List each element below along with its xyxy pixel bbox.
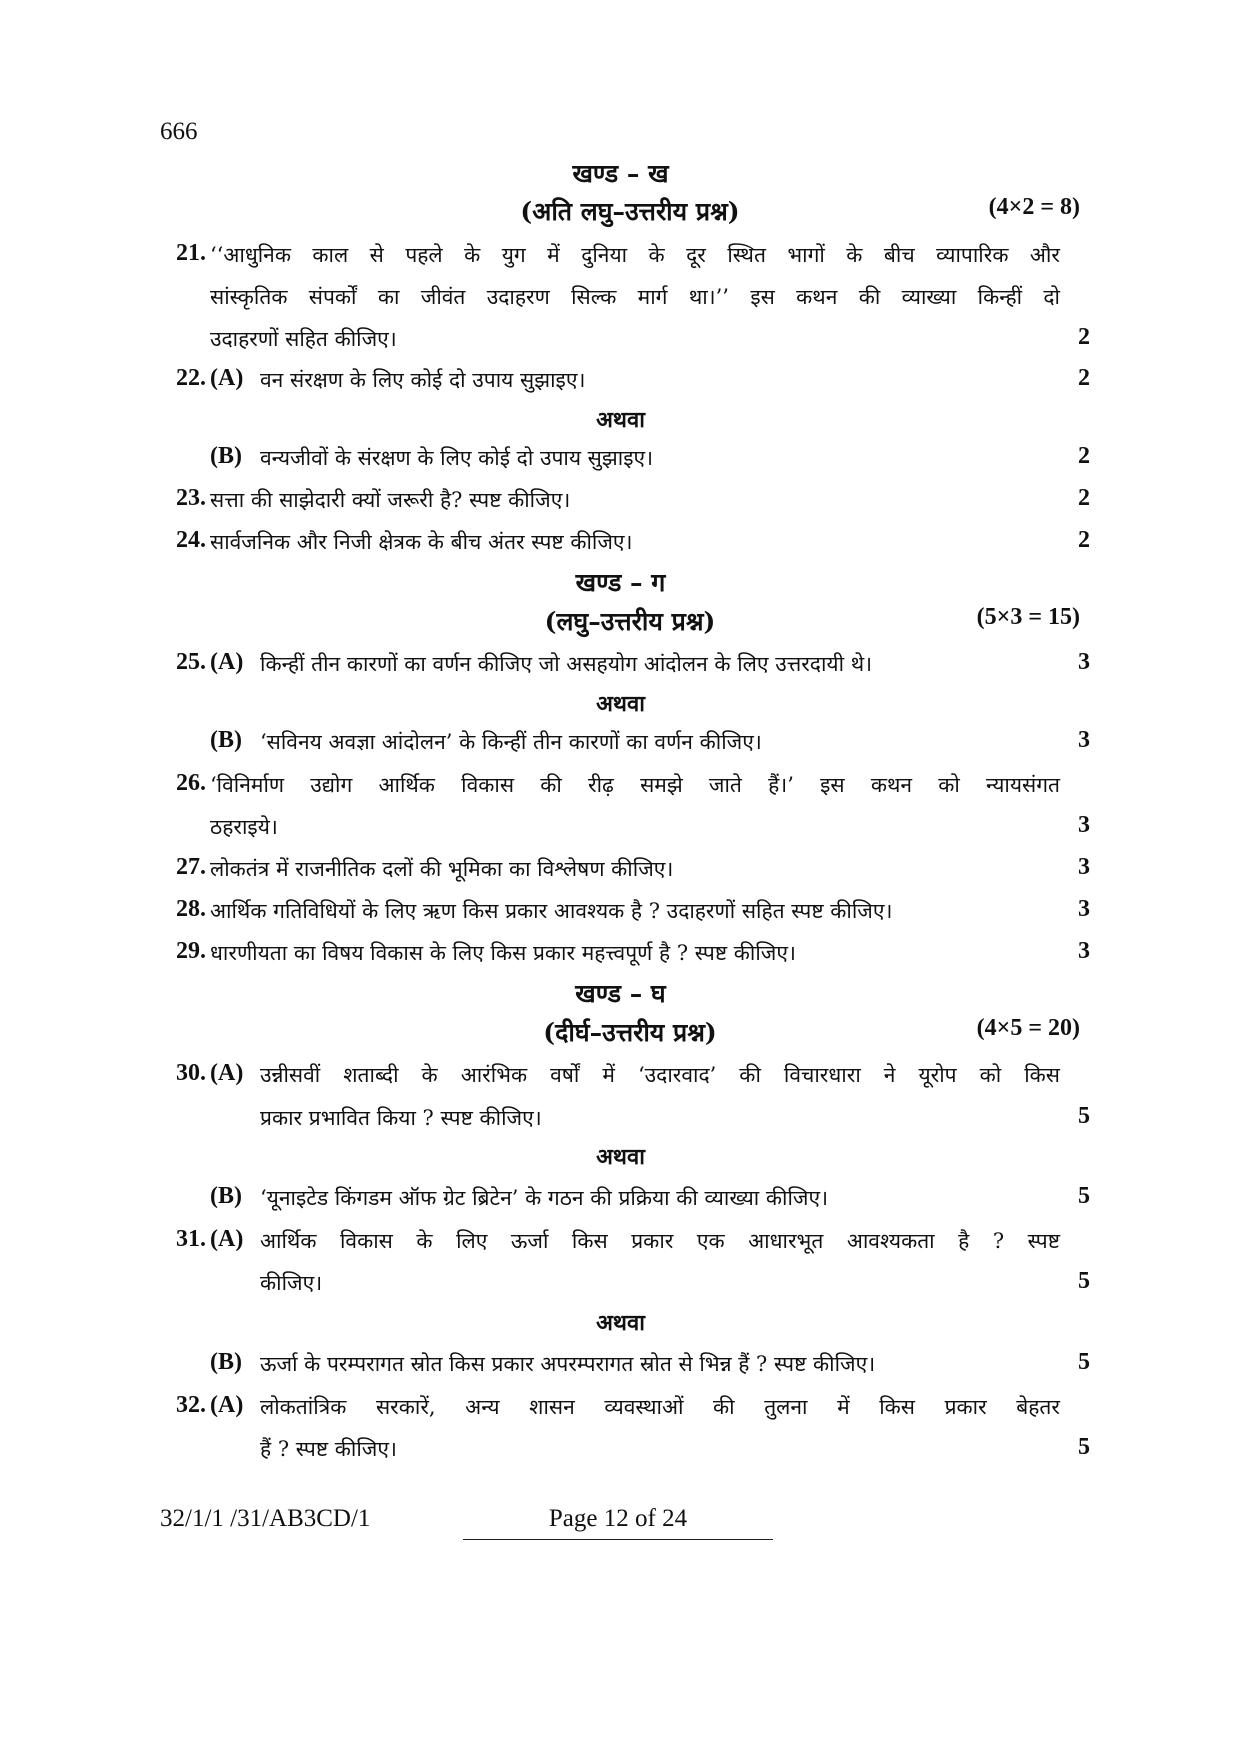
section-b-header (180, 194, 1080, 226)
question-32-option-a-line-1 (150, 1392, 1090, 1432)
or-label: अथवा (596, 1144, 645, 1170)
option-text: आर्थिक विकास के लिए ऊर्जा किस प्रकार एक आधारभूत आवश्यकता है ? स्पष्ट (260, 1229, 1060, 1253)
section-c-subtitle: (लघु–उत्तरीय प्रश्न) (544, 607, 716, 636)
question-25-option-b (150, 727, 1090, 767)
option-label: (A) (210, 1226, 244, 1252)
option-text: वन संरक्षण के लिए कोई दो उपाय सुझाइए। (260, 368, 586, 392)
or-label: अथवा (596, 691, 645, 717)
question-marks: 2 (1078, 443, 1090, 469)
question-21-line-2 (150, 282, 1090, 322)
question-31-option-a-line-1 (150, 1226, 1090, 1266)
question-22-option-a (150, 365, 1090, 405)
option-label: (B) (210, 727, 242, 753)
option-label: (A) (210, 649, 244, 675)
question-marks: 3 (1078, 854, 1090, 880)
option-text: हैं ? स्पष्ट कीजिए। (260, 1437, 397, 1461)
option-label: (B) (210, 1349, 242, 1375)
question-21-line-1 (150, 240, 1090, 280)
question-marks: 5 (1078, 1434, 1090, 1460)
question-number: 27. (176, 854, 206, 880)
question-24 (150, 527, 1090, 567)
question-text: सांस्कृतिक संपर्कों का जीवंत उदाहरण सिल्क मार्ग था।’’ इस कथन की व्याख्या किन्हीं दो (210, 285, 1060, 309)
question-text: ठहराइये। (210, 815, 278, 839)
option-text: ‘सविनय अवज्ञा आंदोलन’ के किन्हीं तीन कारणों का वर्णन कीजिए। (260, 730, 762, 754)
question-marks: 5 (1078, 1103, 1090, 1129)
section-b-subtitle: (अति लघु–उत्तरीय प्रश्न) (520, 197, 740, 226)
question-29 (150, 938, 1090, 978)
question-text: लोकतंत्र में राजनीतिक दलों की भूमिका का विश्लेषण कीजिए। (210, 857, 674, 881)
question-marks: 3 (1078, 649, 1090, 675)
question-number: 29. (176, 938, 206, 964)
question-text: सत्ता की साझेदारी क्यों जरूरी है? स्पष्ट कीजिए। (210, 488, 571, 512)
section-c-title: खण्ड – ग (575, 568, 666, 597)
option-text: उन्नीसवीं शताब्दी के आरंभिक वर्षों में ‘उदारवाद’ की विचारधारा ने यूरोप को किस (260, 1063, 1060, 1087)
question-number: 26. (176, 770, 206, 796)
question-number: 32. (176, 1392, 206, 1418)
question-32-option-a-line-2 (150, 1434, 1090, 1474)
question-22-option-b (150, 443, 1090, 483)
question-31-option-b (150, 1349, 1090, 1389)
question-number: 25. (176, 649, 206, 675)
option-label: (B) (210, 443, 242, 469)
question-marks: 2 (1078, 324, 1090, 350)
question-31-option-a-line-2 (150, 1268, 1090, 1308)
question-text: आर्थिक गतिविधियों के लिए ऋण किस प्रकार आवश्यक है ? उदाहरणों सहित स्पष्ट कीजिए। (210, 899, 893, 923)
section-b-title: खण्ड – ख (572, 159, 669, 188)
question-text: धारणीयता का विषय विकास के लिए किस प्रकार महत्त्वपूर्ण है ? स्पष्ट कीजिए। (210, 941, 796, 965)
question-marks: 2 (1078, 485, 1090, 511)
question-marks: 3 (1078, 727, 1090, 753)
option-text: ‘यूनाइटेड किंगडम ऑफ ग्रेट ब्रिटेन’ के गठन की प्रक्रिया की व्याख्या कीजिए। (260, 1186, 829, 1210)
question-number: 23. (176, 485, 206, 511)
question-text: ‘‘आधुनिक काल से पहले के युग में दुनिया के दूर स्थित भागों के बीच व्यापारिक और (210, 243, 1060, 267)
section-c-marks: (5×3 = 15) (976, 604, 1080, 630)
page-indicator: Page 12 of 24 (463, 1505, 773, 1540)
option-label: (A) (210, 1392, 244, 1418)
option-text: कीजिए। (260, 1271, 323, 1295)
question-number: 21. (176, 240, 206, 266)
or-label: अथवा (596, 1310, 645, 1336)
paper-code: 32/1/1 /31/AB3CD/1 (160, 1505, 371, 1532)
question-number: 31. (176, 1226, 206, 1252)
option-text: प्रकार प्रभावित किया ? स्पष्ट कीजिए। (260, 1106, 542, 1130)
option-text: ऊर्जा के परम्परागत स्रोत किस प्रकार अपरम्परागत स्रोत से भिन्न हैं ? स्पष्ट कीजिए। (260, 1352, 876, 1376)
question-28 (150, 896, 1090, 936)
question-text: सार्वजनिक और निजी क्षेत्रक के बीच अंतर स्पष्ट कीजिए। (210, 530, 633, 554)
or-label: अथवा (596, 407, 645, 433)
question-number: 22. (176, 365, 206, 391)
question-30-option-a-line-1 (150, 1060, 1090, 1100)
question-number: 30. (176, 1060, 206, 1086)
question-26-line-2 (150, 812, 1090, 852)
question-text: ‘विनिर्माण उद्योग आर्थिक विकास की रीढ़ समझे जाते हैं।’ इस कथन को न्यायसंगत (210, 773, 1060, 797)
question-30-option-a-line-2 (150, 1103, 1090, 1143)
option-text: लोकतांत्रिक सरकारें, अन्य शासन व्यवस्थाओं की तुलना में किस प्रकार बेहतर (260, 1395, 1060, 1419)
option-label: (A) (210, 1060, 244, 1086)
question-number: 28. (176, 896, 206, 922)
question-marks: 3 (1078, 896, 1090, 922)
section-c-header (180, 604, 1080, 636)
question-21-line-3 (150, 324, 1090, 364)
question-23 (150, 485, 1090, 525)
question-marks: 5 (1078, 1349, 1090, 1375)
page-number: 666 (160, 118, 198, 145)
option-text: किन्हीं तीन कारणों का वर्णन कीजिए जो असहयोग आंदोलन के लिए उत्तरदायी थे। (260, 652, 873, 676)
question-text: उदाहरणों सहित कीजिए। (210, 327, 397, 351)
question-27 (150, 854, 1090, 894)
question-30-option-b (150, 1183, 1090, 1223)
question-marks: 2 (1078, 365, 1090, 391)
option-label: (A) (210, 365, 244, 391)
section-d-marks: (4×5 = 20) (976, 1015, 1080, 1041)
section-d-header (180, 1015, 1080, 1047)
section-b-marks: (4×2 = 8) (988, 194, 1080, 220)
question-marks: 5 (1078, 1183, 1090, 1209)
question-marks: 3 (1078, 938, 1090, 964)
question-25-option-a (150, 649, 1090, 689)
section-d-title: खण्ड – घ (575, 979, 666, 1008)
section-d-subtitle: (दीर्घ–उत्तरीय प्रश्न) (543, 1018, 717, 1047)
question-marks: 5 (1078, 1268, 1090, 1294)
question-number: 24. (176, 527, 206, 553)
option-text: वन्यजीवों के संरक्षण के लिए कोई दो उपाय सुझाइए। (260, 446, 654, 470)
question-marks: 3 (1078, 812, 1090, 838)
question-26-line-1 (150, 770, 1090, 810)
question-marks: 2 (1078, 527, 1090, 553)
option-label: (B) (210, 1183, 242, 1209)
